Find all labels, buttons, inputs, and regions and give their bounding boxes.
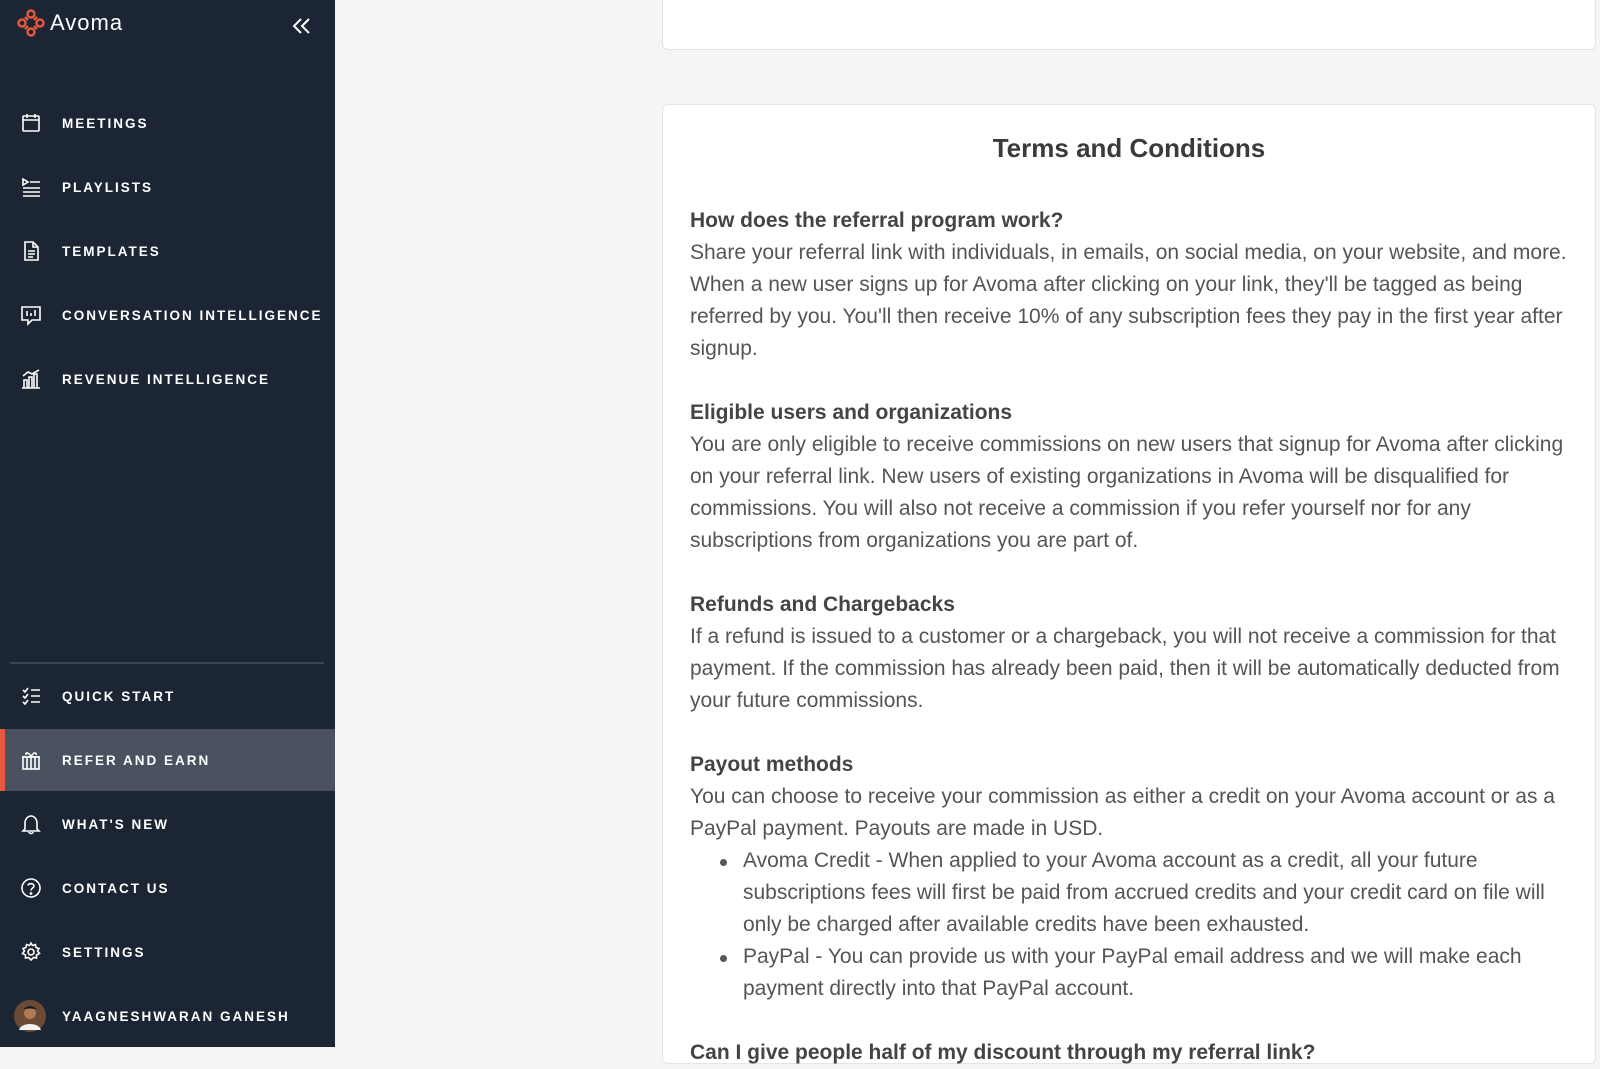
help-icon — [20, 877, 42, 899]
sidebar-item-label: SETTINGS — [62, 944, 146, 960]
sidebar-item-whats-new[interactable] — [0, 793, 335, 855]
previous-card — [662, 0, 1596, 50]
sidebar-item-label: REFER AND EARN — [62, 752, 211, 768]
bell-icon — [20, 813, 42, 835]
playlist-icon — [20, 176, 42, 198]
brand[interactable] — [16, 8, 123, 38]
sidebar — [0, 0, 335, 1047]
section-heading: Payout methods — [690, 753, 854, 776]
section-heading: Refunds and Chargebacks — [690, 593, 955, 616]
sidebar-item-playlists[interactable] — [0, 156, 335, 218]
sidebar-item-label: CONVERSATION INTELLIGENCE — [62, 307, 323, 323]
terms-section — [690, 589, 1575, 717]
sidebar-divider — [10, 662, 324, 664]
chart-bubble-icon — [20, 304, 42, 326]
section-body: Share your referral link with individuals, in emails, on social media, on your website, and more. When a new user signs up for Avoma after clicking on your link, they'll be tagged as being referred by you. You'll then receive 10% of any subscription fees they pay in the first year after signup. — [690, 241, 1567, 360]
main-content — [335, 0, 1600, 1064]
sidebar-user-profile[interactable] — [0, 985, 335, 1047]
terms-body — [690, 205, 1575, 1069]
avatar — [14, 1000, 46, 1032]
checklist-icon — [20, 685, 42, 707]
terms-section — [690, 749, 1575, 1005]
section-heading: How does the referral program work? — [690, 209, 1064, 232]
section-body: You can choose to receive your commission as either a credit on your Avoma account or as a PayPal payment. Payouts are made in USD. — [690, 785, 1555, 840]
collapse-sidebar-icon[interactable] — [290, 14, 314, 38]
gift-icon — [20, 749, 42, 771]
sidebar-item-label: WHAT'S NEW — [62, 816, 169, 832]
gear-icon — [20, 941, 42, 963]
section-body: If a refund is issued to a customer or a chargeback, you will not receive a commission for that payment. If the commission has already been paid, then it will be automatically deducted from your future commissions. — [690, 625, 1560, 712]
user-name: YAAGNESHWARAN GANESH — [62, 1008, 290, 1024]
sidebar-item-label: PLAYLISTS — [62, 179, 154, 195]
section-body: You are only eligible to receive commissions on new users that signup for Avoma after clicking on your referral link. New users of existing organizations in Avoma will be disqualified for commissions. You will also not receive a commission if you refer yourself nor for any subscriptions from organizations you are part of. — [690, 433, 1564, 552]
sidebar-item-conversation-intelligence[interactable] — [0, 284, 335, 346]
sidebar-item-label: QUICK START — [62, 688, 176, 704]
payout-methods-list — [718, 845, 1575, 1005]
sidebar-item-meetings[interactable] — [0, 92, 335, 154]
sidebar-item-contact-us[interactable] — [0, 857, 335, 919]
brand-name: Avoma — [50, 10, 124, 35]
terms-section — [690, 397, 1575, 557]
page-title: Terms and Conditions — [992, 133, 1266, 163]
sidebar-item-label: TEMPLATES — [62, 243, 161, 259]
section-heading: Eligible users and organizations — [690, 401, 1013, 424]
section-heading: Can I give people half of my discount through my referral link? — [690, 1041, 1316, 1064]
sidebar-item-refer-and-earn[interactable] — [0, 729, 335, 791]
sidebar-item-revenue-intelligence[interactable] — [0, 348, 335, 410]
list-item: Avoma Credit - When applied to your Avoma account as a credit, all your future subscriptions fees will first be paid from accrued credits and your credit card on file will only be charged after available credits have been exhausted. — [718, 845, 1575, 941]
document-icon — [20, 240, 42, 262]
terms-card — [662, 104, 1596, 1064]
sidebar-item-templates[interactable] — [0, 220, 335, 282]
bar-chart-icon — [20, 368, 42, 390]
sidebar-item-quick-start[interactable] — [0, 665, 335, 727]
terms-section — [690, 205, 1575, 365]
avoma-logo-icon — [16, 8, 46, 38]
sidebar-item-label: MEETINGS — [62, 115, 149, 131]
calendar-icon — [20, 112, 42, 134]
list-item: PayPal - You can provide us with your PayPal email address and we will make each payment directly into that PayPal account. — [718, 941, 1575, 1005]
sidebar-item-label: CONTACT US — [62, 880, 170, 896]
sidebar-item-settings[interactable] — [0, 921, 335, 983]
sidebar-item-label: REVENUE INTELLIGENCE — [62, 371, 271, 387]
